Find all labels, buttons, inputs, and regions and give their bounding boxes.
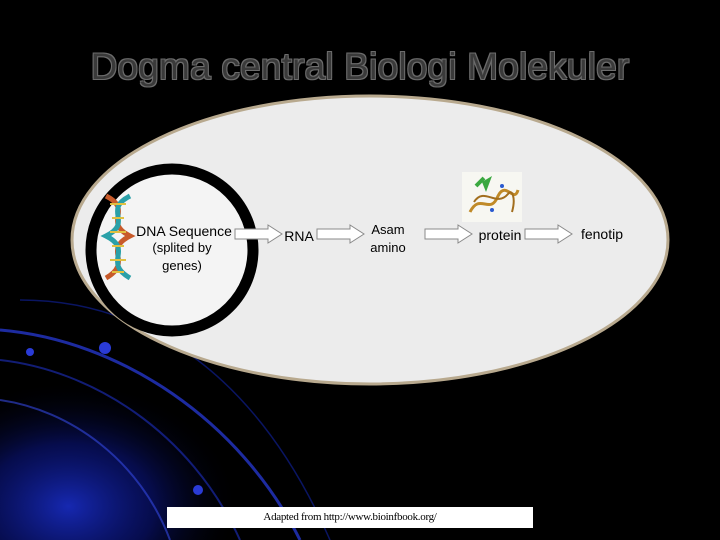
- fenotip-label: fenotip: [580, 226, 624, 242]
- asam-amino-label: [360, 221, 416, 257]
- slide-title: Dogma central Biologi Molekuler: [90, 46, 630, 87]
- dna-sequence-line: DNA Sequence: [136, 223, 232, 239]
- source-credit: Adapted from http://www.bioinfbook.org/: [167, 507, 533, 528]
- protein-label: protein: [478, 227, 522, 243]
- rna-label: RNA: [284, 228, 314, 244]
- arrow-rna-to-asam: [316, 224, 366, 244]
- arrow-asam-to-protein: [424, 224, 474, 244]
- protein-structure-icon: [462, 172, 522, 222]
- dna-genes-line: genes): [162, 258, 202, 273]
- arrow-dna-to-rna: [234, 224, 284, 244]
- dna-splited-line: (splited by: [152, 240, 212, 255]
- dna-subtitle-label: [132, 239, 232, 275]
- arrow-protein-to-fenotip: [524, 224, 574, 244]
- dna-sequence-label: [126, 222, 242, 240]
- amino-line: amino: [370, 240, 406, 255]
- asam-line: Asam: [371, 222, 405, 237]
